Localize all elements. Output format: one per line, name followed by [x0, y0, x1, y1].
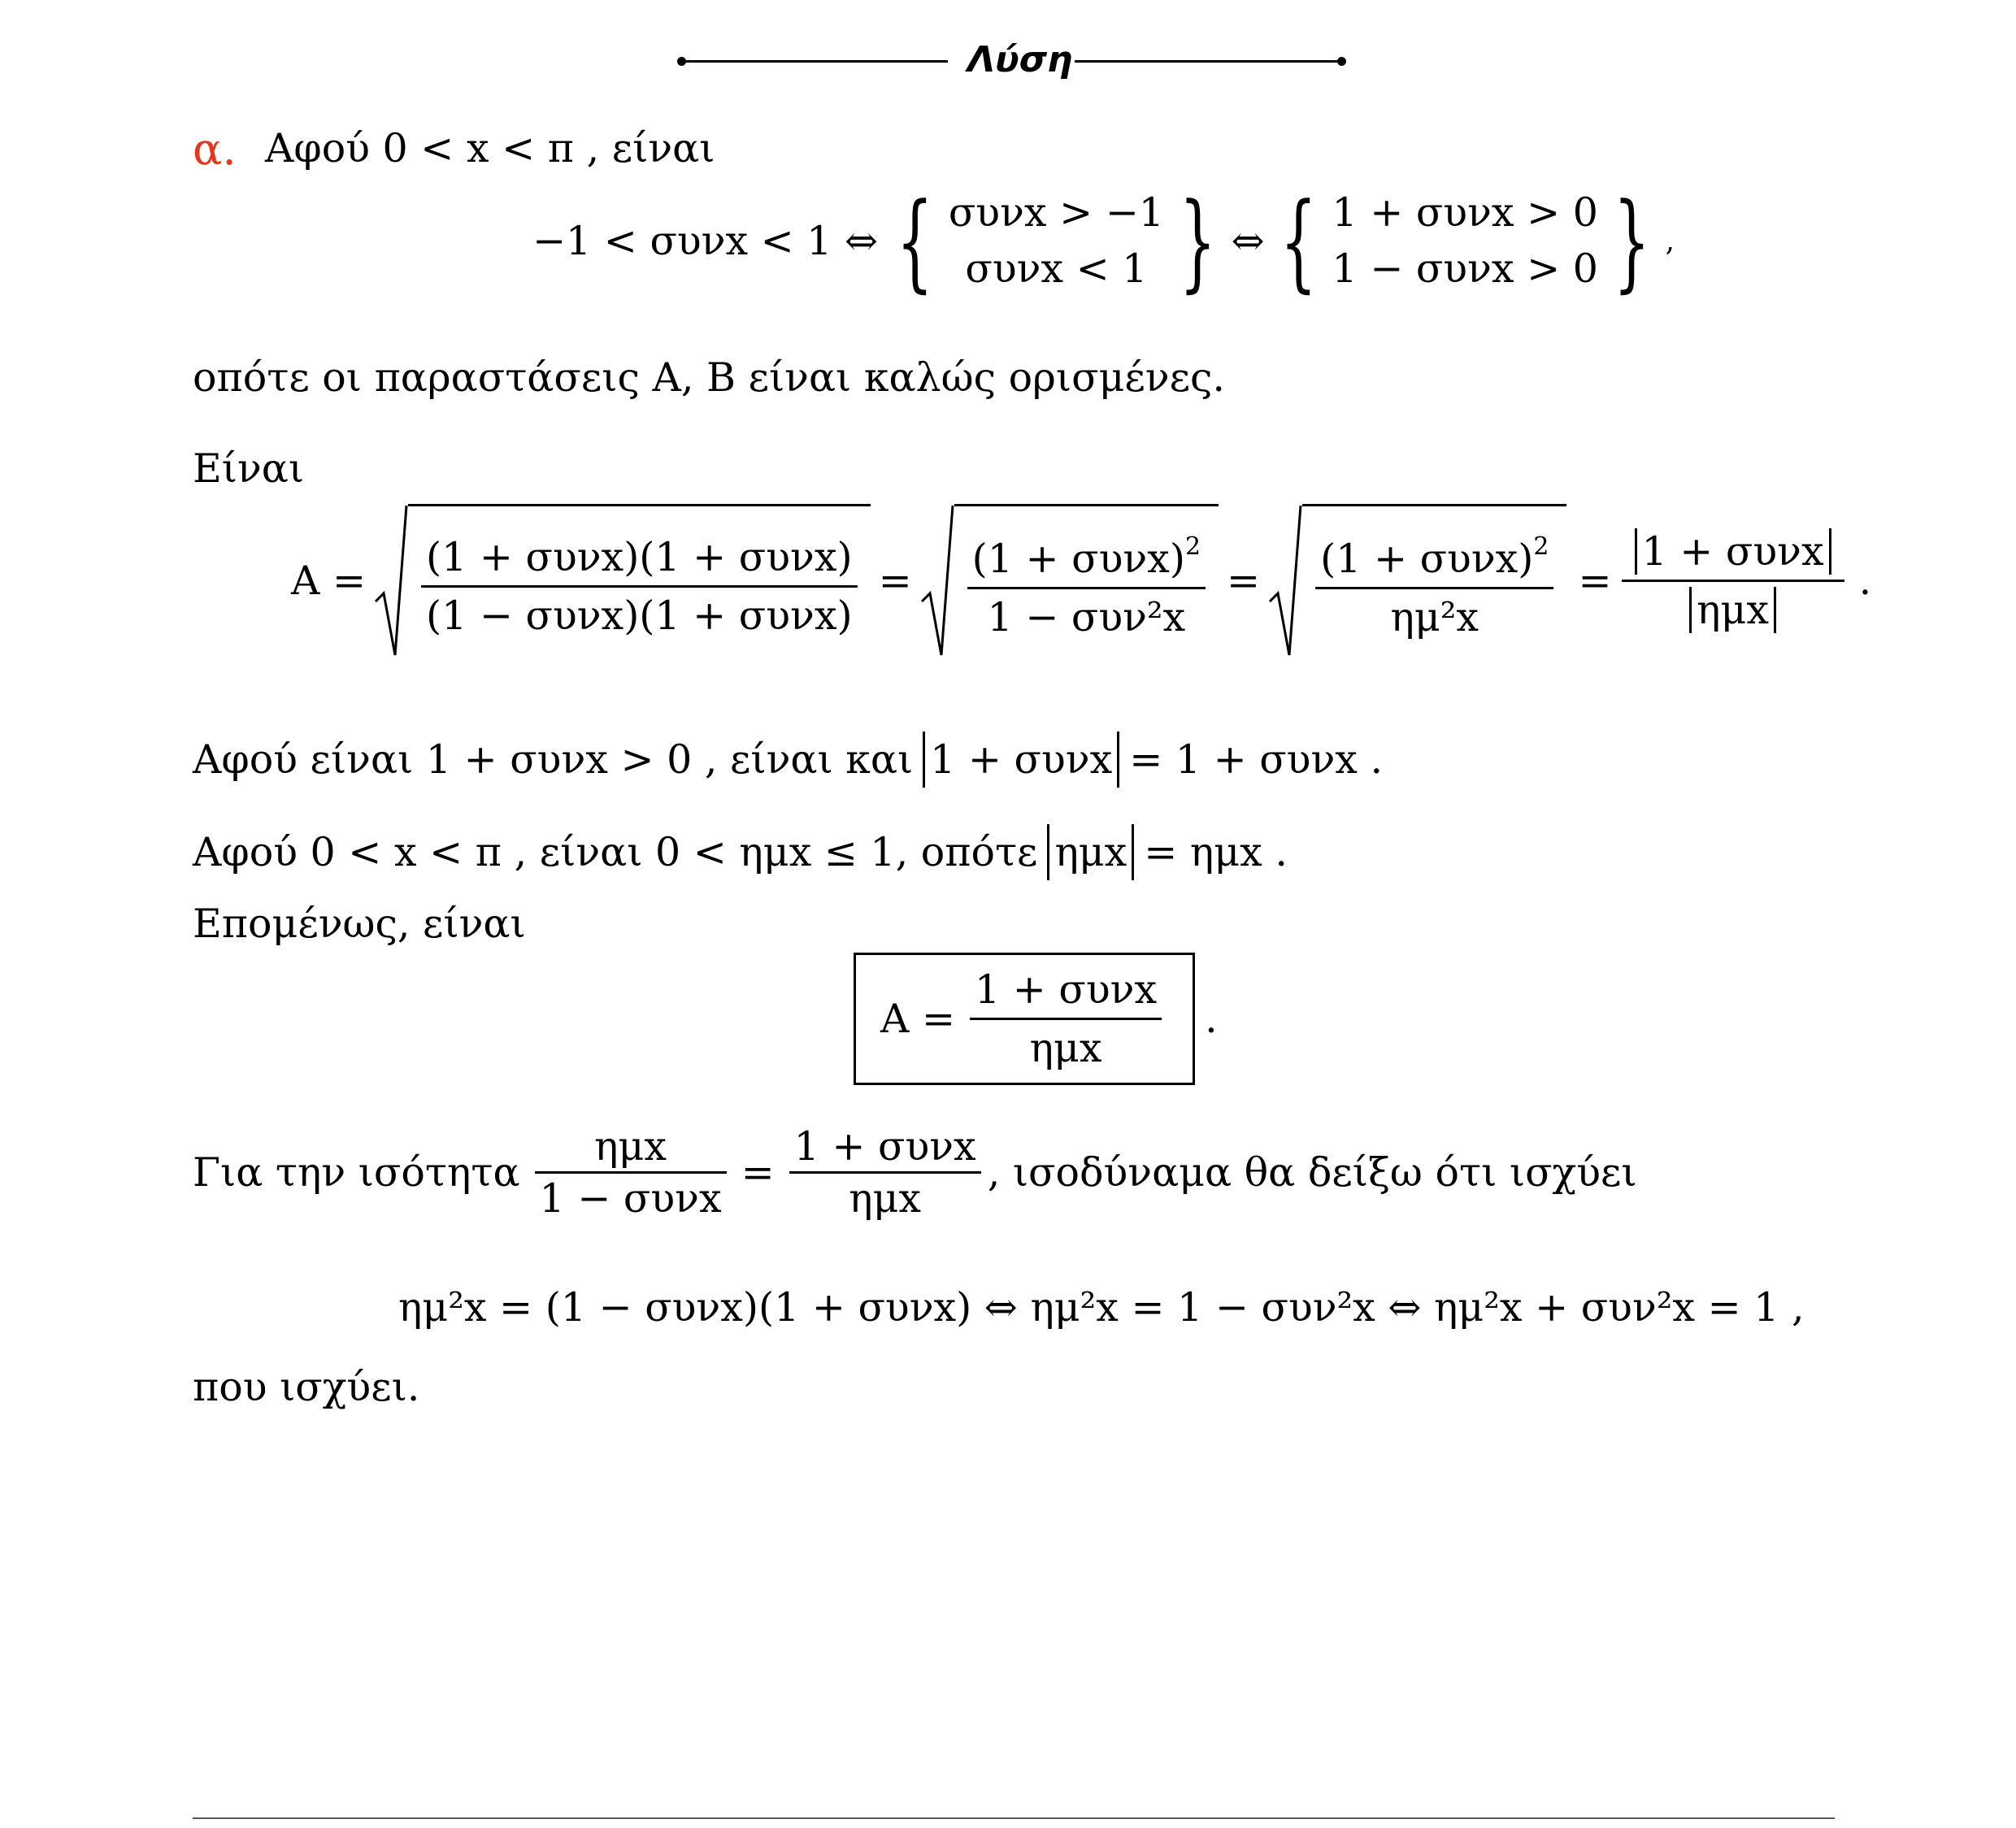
line-domain: Αφού 0 < x < π , είναι — [265, 125, 715, 172]
result-denominator: ημx — [1029, 1025, 1102, 1071]
boxed-result — [854, 953, 1218, 1085]
abs-value-sine: ημx — [1047, 824, 1134, 880]
line-it-is: Είναι — [193, 445, 305, 492]
equivalence-chain — [532, 179, 1675, 303]
abs-value-expression: 1 + συνx — [923, 732, 1119, 788]
line-equality — [193, 1123, 1637, 1222]
radical-three — [1268, 504, 1566, 657]
system-one-row-b: συνx < 1 — [965, 245, 1148, 292]
result-lhs: Α = — [880, 996, 956, 1042]
expression-a-derivation — [291, 504, 1871, 657]
footer-rule — [193, 1817, 1835, 1819]
equality-fraction-left — [535, 1123, 727, 1222]
right-brace: } — [1179, 179, 1217, 303]
chain-comma: , — [1665, 224, 1675, 258]
radical-one — [374, 504, 871, 657]
left-brace: { — [896, 179, 934, 303]
equality-left-denominator: 1 − συνx — [539, 1175, 722, 1222]
system-one — [949, 185, 1164, 297]
header-right-rule — [1075, 60, 1341, 63]
equality-equals: = — [741, 1149, 775, 1196]
left-brace-2: { — [1280, 179, 1317, 303]
line-identity: ημ²x = (1 − συνx)(1 + συνx) ⇔ ημ²x = 1 − συν²x ⇔ ημ²x + συν²x = 1 , — [398, 1284, 1805, 1331]
system-two-row-b: 1 − συνx > 0 — [1332, 245, 1598, 292]
header-left-rule — [683, 60, 948, 63]
system-two — [1332, 185, 1597, 297]
line-well-defined: οπότε οι παραστάσεις Α, Β είναι καλώς ορισμένες. — [193, 354, 1225, 401]
fraction-two-numerator: $(1 + \sigma\upsilon\nu x)^2$ — [971, 532, 1201, 582]
fraction-two-denominator: 1 − συν²x — [987, 594, 1186, 640]
chain-left: −1 < συνx < 1 ⇔ — [532, 218, 879, 265]
fraction-one-numerator: (1 + συνx)(1 + συνx) — [426, 534, 853, 580]
period-1: . — [1858, 557, 1872, 604]
solution-title: Λύση — [967, 39, 1073, 80]
line-abs-one — [193, 732, 1383, 788]
equals-1: = — [878, 557, 912, 604]
fraction-one — [421, 534, 858, 639]
line-abs-two-text: Αφού 0 < x < π , είναι 0 < ημx ≤ 1, οπότε — [193, 829, 1038, 875]
a-equals: Α = — [291, 557, 367, 604]
line-equality-outro: , ισοδύναμα θα δείξω ότι ισχύει — [987, 1149, 1637, 1196]
line-abs-two-result: = ημx . — [1144, 829, 1288, 875]
fraction-four — [1630, 528, 1836, 633]
line-equality-intro: Για την ισότητα — [193, 1149, 520, 1196]
fraction-two — [967, 532, 1206, 640]
equality-right-numerator: 1 + συνx — [793, 1123, 976, 1170]
equality-fraction-right — [789, 1123, 981, 1222]
fraction-three — [1315, 532, 1553, 640]
part-label: α. — [193, 124, 237, 175]
system-two-row-a: 1 + συνx > 0 — [1332, 189, 1598, 236]
header-right-dot — [1337, 57, 1346, 66]
equality-right-denominator: ημx — [849, 1175, 922, 1222]
line-holds: που ισχύει. — [193, 1364, 420, 1410]
line-abs-one-text: Αφού είναι 1 + συνx > 0 , είναι και — [193, 736, 914, 783]
result-numerator: 1 + συνx — [975, 966, 1158, 1013]
radical-two — [920, 504, 1219, 657]
result-fraction — [970, 966, 1162, 1071]
radical-sign — [1268, 504, 1302, 657]
fraction-one-denominator: (1 − συνx)(1 + συνx) — [426, 593, 853, 639]
equals-3: = — [1578, 557, 1612, 604]
fraction-four-numerator: 1 + συνx — [1630, 528, 1836, 580]
result-box — [854, 953, 1195, 1085]
fraction-three-denominator: ημ²x — [1390, 594, 1479, 640]
fraction-three-numerator: $(1 + \sigma\upsilon\nu x)^2$ — [1320, 532, 1549, 582]
line-therefore: Επομένως, είναι — [193, 901, 526, 947]
equals-2: = — [1227, 557, 1261, 604]
radical-sign — [374, 504, 408, 657]
iff-symbol: ⇔ — [1231, 218, 1265, 265]
right-brace-2: } — [1613, 179, 1650, 303]
radical-sign — [920, 504, 954, 657]
period-2: . — [1205, 996, 1218, 1042]
fraction-four-denominator: ημx — [1684, 582, 1781, 633]
system-one-row-a: συνx > −1 — [948, 189, 1164, 236]
equality-left-numerator: ημx — [594, 1123, 667, 1170]
line-abs-one-result: = 1 + συνx . — [1129, 736, 1384, 783]
line-abs-two — [193, 824, 1288, 880]
